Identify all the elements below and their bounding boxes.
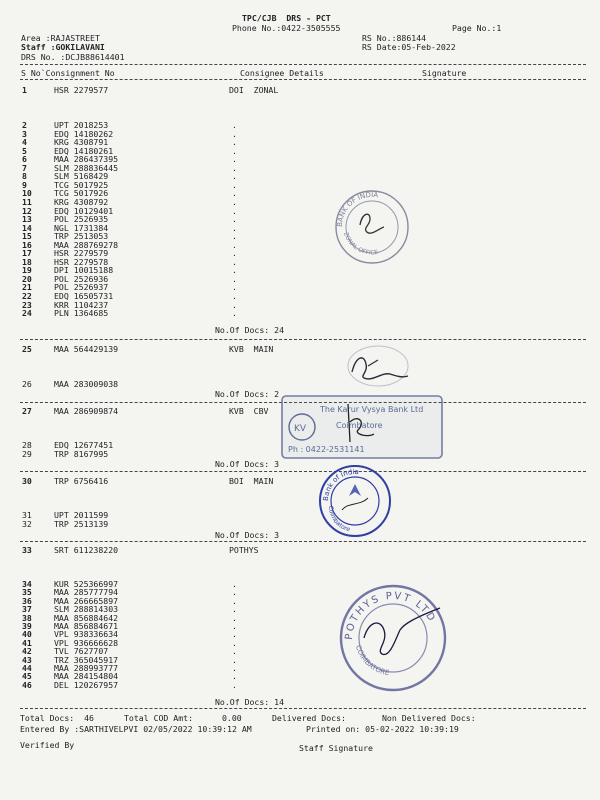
consignee-dot: . [232, 629, 237, 640]
svg-text:KV: KV [294, 424, 307, 434]
staff-label: Staff :GOKILAVANI [21, 42, 105, 52]
consignee-dot: . [232, 162, 237, 173]
consignee-dot: . [232, 128, 237, 139]
row-sno: 29 [22, 449, 32, 459]
consignee-name: DOI ZONAL [229, 85, 279, 95]
row-sno: 30 [22, 476, 32, 486]
consignee-dot: . [232, 282, 237, 293]
row-consignment: MAA 266665897 [54, 595, 119, 606]
consignee-dot: . [232, 214, 237, 225]
consignee-dot: . [232, 265, 237, 276]
column-signature: Signature [422, 68, 467, 78]
row-sno: 42 [22, 646, 32, 657]
pothys-stamp [334, 578, 452, 696]
stamp-text: POTHYS PVT LTD [343, 590, 438, 641]
row-consignment: DPI 10015188 [54, 265, 114, 276]
row-consignment: HSR 2279578 [54, 256, 109, 267]
area-label: Area :RAJASTREET [21, 33, 100, 43]
row-consignment: TRP 2513053 [54, 231, 109, 242]
kvb-branch-stamp [278, 392, 446, 462]
row-consignment: MAA 288769278 [54, 239, 119, 250]
row-consignment: KUR 525366997 [54, 579, 119, 589]
row-consignment: MAA 564429139 [54, 344, 119, 354]
row-sno: 39 [22, 621, 32, 631]
row-sno: 27 [22, 406, 32, 416]
consignee-dot: . [232, 671, 237, 682]
consignee-dot: . [232, 299, 237, 310]
stamp-text: BANK OF INDIA [335, 190, 379, 228]
consignee-dot: . [232, 231, 237, 242]
row-sno: 34 [22, 579, 32, 589]
row-consignment: TRP 2513139 [54, 519, 109, 529]
consignee-dot: . [232, 663, 237, 673]
consignee-dot: . [232, 646, 237, 657]
row-consignment: KRR 1104237 [54, 299, 109, 310]
row-sno: 43 [22, 654, 32, 665]
column-sno-consignment: S No`Consignment No [21, 68, 115, 78]
row-sno: 13 [22, 214, 32, 225]
row-consignment: HSR 2279579 [54, 248, 109, 259]
phone-number: Phone No.:0422-3505555 [232, 23, 341, 33]
row-consignment: SLM 288814303 [54, 604, 119, 615]
rs-date: RS Date:05-Feb-2022 [362, 42, 456, 52]
row-consignment: HSR 2279577 [54, 85, 109, 95]
row-sno: 38 [22, 612, 32, 623]
row-sno: 26 [22, 379, 32, 389]
row-sno: 37 [22, 604, 32, 615]
row-consignment: UPT 2011599 [54, 510, 109, 520]
consignee-dot: . [232, 291, 237, 301]
stamp-text: Bank of India [321, 467, 360, 502]
row-consignment: KRG 4308791 [54, 137, 109, 148]
page-number: Page No.:1 [452, 23, 502, 33]
consignee-dot: . [232, 595, 237, 606]
docs-count: No.Of Docs: 14 [215, 697, 285, 707]
row-consignment: SLM 5168429 [54, 171, 109, 182]
consignee-dot: . [232, 239, 237, 250]
kvb-main-stamp-signature [338, 342, 418, 394]
row-sno: 1 [22, 85, 27, 95]
non-delivered-docs: Non Delivered Docs: [382, 713, 476, 723]
stamp-text: Coimbatore [336, 421, 383, 430]
row-sno: 7 [22, 162, 27, 173]
row-consignment: POL 2526935 [54, 214, 109, 225]
total-cod-value: 0.00 [222, 713, 242, 723]
row-consignment: UPT 2018253 [54, 120, 109, 130]
consignee-dot: . [232, 188, 237, 199]
rs-number: RS No.:886144 [362, 33, 427, 43]
consignee-dot: . [232, 196, 237, 207]
row-sno: 31 [22, 510, 32, 520]
row-sno: 44 [22, 663, 32, 673]
row-sno: 14 [22, 222, 32, 233]
row-sno: 41 [22, 637, 32, 648]
row-sno: 33 [22, 545, 32, 555]
row-consignment: TRP 8167995 [54, 449, 109, 459]
consignee-dot: . [232, 587, 237, 598]
stamp-text: COIMBATORE [354, 644, 390, 678]
row-sno: 12 [22, 205, 32, 216]
row-consignment: MAA 856884671 [54, 621, 119, 631]
row-consignment: TRP 6756416 [54, 476, 109, 486]
consignee-name: KVB MAIN [229, 344, 274, 354]
consignee-dot: . [232, 621, 237, 631]
row-consignment: POL 2526936 [54, 273, 109, 284]
row-sno: 3 [22, 128, 27, 139]
row-consignment: POL 2526937 [54, 282, 109, 293]
group-rule [20, 708, 586, 709]
row-sno: 2 [22, 120, 27, 130]
consignee-name: POTHYS [229, 545, 259, 555]
row-consignment: MAA 283009038 [54, 379, 119, 389]
consignee-dot: . [232, 171, 237, 182]
total-cod-label: Total COD Amt: [124, 713, 194, 723]
row-consignment: TVL 7627707 [54, 646, 109, 657]
row-sno: 24 [22, 308, 32, 319]
stamp-text: The Karur Vysya Bank Ltd [320, 405, 424, 414]
row-consignment: SRT 611238220 [54, 545, 119, 555]
stamp-text: ZONAL OFFICE [342, 231, 379, 257]
docs-count: No.Of Docs: 3 [215, 459, 280, 469]
row-sno: 16 [22, 239, 32, 250]
svg-text:Bank of India [322, 468, 359, 501]
row-sno: 21 [22, 282, 32, 293]
consignee-dot: . [232, 154, 237, 165]
consignee-dot: . [232, 637, 237, 648]
row-consignment: MAA 285777794 [54, 587, 119, 598]
row-sno: 17 [22, 248, 32, 259]
group-rule [20, 339, 586, 340]
docs-count: No.Of Docs: 24 [215, 325, 285, 335]
row-consignment: TCG 5017926 [54, 188, 109, 199]
consignee-dot: . [232, 137, 237, 148]
group-rule [20, 471, 586, 472]
verified-by: Verified By [20, 740, 75, 750]
consignee-dot: . [232, 222, 237, 233]
row-sno: 23 [22, 299, 32, 310]
consignee-dot: . [232, 120, 237, 130]
delivered-docs: Delivered Docs: [272, 713, 346, 723]
row-sno: 32 [22, 519, 32, 529]
row-sno: 8 [22, 171, 27, 182]
row-sno: 11 [22, 196, 32, 207]
row-sno: 40 [22, 629, 32, 640]
consignee-dot: . [232, 308, 237, 319]
bank-of-india-zonal-stamp [328, 185, 418, 265]
row-sno: 22 [22, 291, 32, 301]
row-sno: 36 [22, 595, 32, 606]
row-sno: 35 [22, 587, 32, 598]
consignee-dot: . [232, 273, 237, 284]
row-consignment: VPL 938336634 [54, 629, 119, 640]
row-consignment: NGL 1731384 [54, 222, 109, 233]
column-rule [20, 79, 586, 80]
row-consignment: KRG 4308792 [54, 196, 109, 207]
docs-count: No.Of Docs: 2 [215, 389, 280, 399]
row-sno: 9 [22, 179, 27, 190]
row-consignment: TCG 5017925 [54, 179, 109, 190]
row-consignment: SLM 288836445 [54, 162, 119, 173]
group-rule [20, 541, 586, 542]
row-consignment: PLN 1364685 [54, 308, 109, 319]
svg-text:COIMBATORE [354, 644, 390, 677]
consignee-dot: . [232, 604, 237, 615]
row-consignment: EDQ 12677451 [54, 440, 114, 450]
row-sno: 28 [22, 440, 32, 450]
bank-of-india-main-stamp [316, 462, 394, 540]
stamp-text: Coimbatore [326, 505, 351, 534]
consignee-dot: . [232, 579, 237, 589]
row-consignment: EDQ 10129401 [54, 205, 114, 216]
report-title: TPC/CJB DRS - PCT [242, 13, 331, 23]
row-sno: 6 [22, 154, 27, 165]
consignee-dot: . [232, 679, 237, 690]
row-sno: 45 [22, 671, 32, 682]
row-consignment: MAA 286437395 [54, 154, 119, 165]
row-consignment: EDQ 14180261 [54, 145, 114, 156]
row-sno: 46 [22, 679, 32, 690]
row-consignment: DEL 120267957 [54, 679, 119, 690]
row-consignment: MAA 856884642 [54, 612, 119, 623]
stamp-text: Ph : 0422-2531141 [288, 445, 365, 454]
entered-by: Entered By :SARTHIVELPVI 02/05/2022 10:39:12 AM [20, 724, 252, 734]
row-sno: 20 [22, 273, 32, 284]
consignee-name: BOI MAIN [229, 476, 274, 486]
row-sno: 19 [22, 265, 32, 276]
docs-count: No.Of Docs: 3 [215, 530, 280, 540]
consignee-dot: . [232, 256, 237, 267]
svg-text:BANK OF INDIA [336, 191, 379, 227]
header-rule [20, 64, 586, 65]
consignee-dot: . [232, 654, 237, 665]
consignee-name: KVB CBV [229, 406, 269, 416]
row-sno: 18 [22, 256, 32, 267]
consignee-dot: . [232, 179, 237, 190]
printed-on: Printed on: 05-02-2022 10:39:19 [306, 724, 459, 734]
total-docs: Total Docs: 46 [20, 713, 94, 723]
column-consignee: Consignee Details [240, 68, 324, 78]
row-consignment: TRZ 365045917 [54, 654, 119, 665]
row-consignment: MAA 286909874 [54, 406, 119, 416]
row-sno: 4 [22, 137, 27, 148]
staff-signature-label: Staff Signature [299, 743, 373, 753]
row-consignment: EDQ 16505731 [54, 291, 114, 301]
row-consignment: EDQ 14180262 [54, 128, 114, 139]
consignee-dot: . [232, 205, 237, 216]
drs-number: DRS No. :DCJB88614401 [21, 52, 125, 62]
consignee-dot: . [232, 248, 237, 259]
row-sno: 10 [22, 188, 32, 199]
row-sno: 15 [22, 231, 32, 242]
row-consignment: VPL 936666628 [54, 637, 119, 648]
row-sno: 25 [22, 344, 32, 354]
consignee-dot: . [232, 145, 237, 156]
row-consignment: MAA 288993777 [54, 663, 119, 673]
row-sno: 5 [22, 145, 27, 156]
row-consignment: MAA 284154804 [54, 671, 119, 682]
consignee-dot: . [232, 612, 237, 623]
